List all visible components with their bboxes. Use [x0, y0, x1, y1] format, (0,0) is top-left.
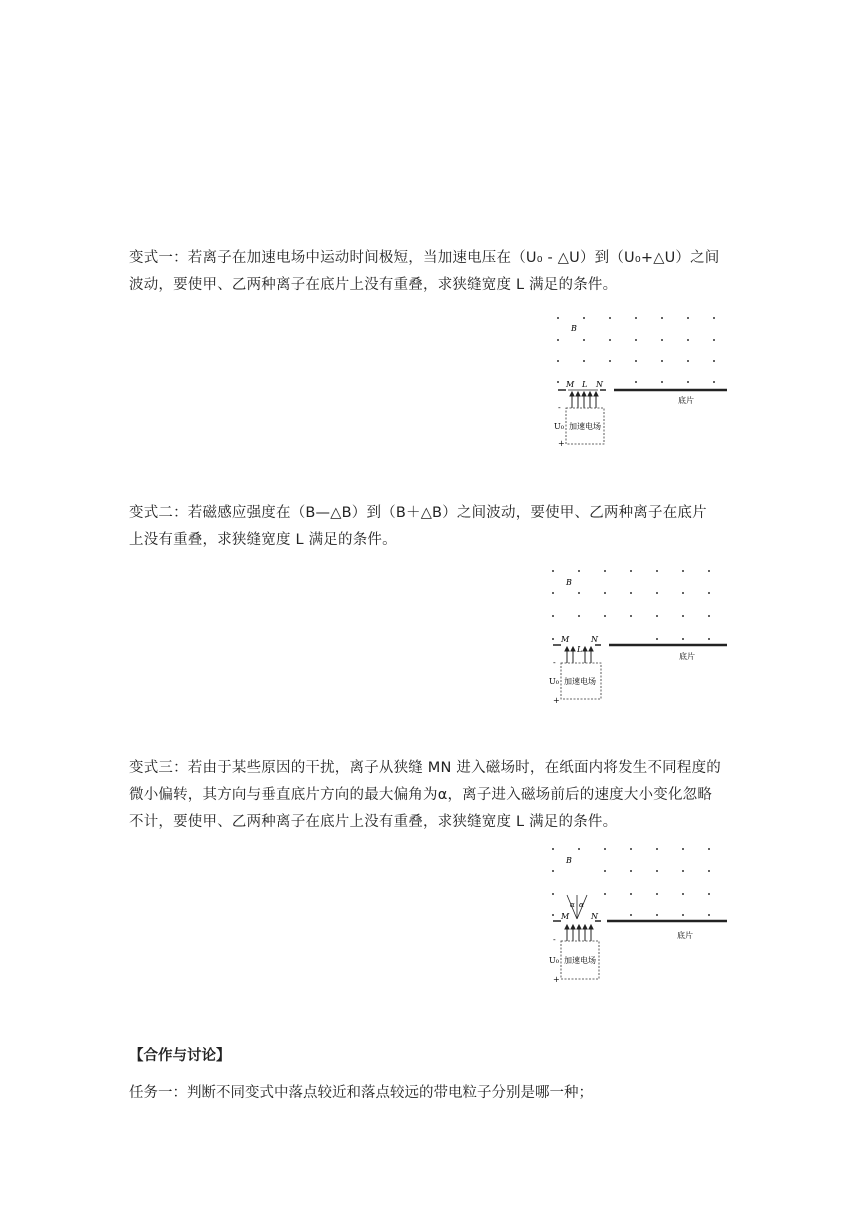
- alpha-label-left: α: [570, 901, 575, 909]
- film-label: 底片: [677, 931, 693, 940]
- label-M: M: [561, 912, 570, 921]
- field-label: B: [571, 324, 577, 333]
- voltage-label: U₀: [549, 956, 559, 965]
- field-dots: [557, 317, 715, 383]
- voltage-label: U₀: [549, 677, 559, 686]
- minus-sign: -: [558, 403, 561, 412]
- variant1-line-2: 波动，要使甲、乙两种离子在底片上没有重叠，求狭缝宽度 L 满足的条件。: [129, 277, 618, 293]
- label-L: L: [582, 380, 588, 389]
- ion-beam-arrows: [565, 925, 593, 941]
- minus-sign: -: [553, 935, 556, 944]
- task-1-text: 任务一：判断不同变式中落点较近和落点较远的带电粒子分别是哪一种；: [129, 1085, 593, 1101]
- figure-1-slit-diagram: [550, 310, 730, 450]
- variant2-line-1: 变式二：若磁感应强度在（B—△B）到（B＋△B）之间波动，要使甲、乙两种离子在底片: [129, 505, 707, 521]
- variant3-line-3: 不计，要使甲、乙两种离子在底片上没有重叠，求狭缝宽度 L 满足的条件。: [129, 814, 618, 830]
- plus-sign: +: [558, 439, 565, 448]
- discussion-heading: 【合作与讨论】: [129, 1048, 231, 1064]
- variant1-line-1: 变式一：若离子在加速电场中运动时间极短，当加速电压在（U₀ - △U）到（U₀+△U）之间: [129, 250, 720, 266]
- figure-3-slit-diagram: [545, 843, 730, 985]
- variant3-line-1: 变式三：若由于某些原因的干扰，离子从狭缝 MN 进入磁场时，在纸面内将发生不同程度的: [129, 760, 721, 776]
- variant3-line-2: 微小偏转，其方向与垂直底片方向的最大偏角为α，离子进入磁场前后的速度大小变化忽略: [129, 787, 713, 803]
- accel-field-label: 加速电场: [564, 956, 596, 965]
- plus-sign: +: [553, 975, 560, 984]
- film-label: 底片: [679, 652, 695, 661]
- ion-beam-arrows: [570, 392, 598, 408]
- field-label: B: [566, 856, 572, 865]
- film-label: 底片: [678, 396, 694, 405]
- accel-field-label: 加速电场: [569, 422, 601, 431]
- accel-field-label: 加速电场: [564, 677, 596, 686]
- field-label: B: [566, 578, 572, 587]
- figure-2-slit-diagram: [545, 565, 730, 710]
- label-N: N: [596, 380, 603, 389]
- label-M: M: [561, 635, 570, 644]
- label-L: L: [577, 645, 583, 654]
- field-dots: [552, 570, 710, 640]
- variant2-line-2: 上没有重叠，求狭缝宽度 L 满足的条件。: [129, 532, 397, 548]
- variant3-text: [129, 755, 731, 836]
- variant1-text: [129, 245, 731, 299]
- alpha-label-right: α: [579, 901, 584, 909]
- label-N: N: [591, 635, 598, 644]
- minus-sign: -: [553, 658, 556, 667]
- voltage-label: U₀: [554, 422, 564, 431]
- plus-sign: +: [553, 696, 560, 705]
- field-dots: [552, 848, 710, 916]
- label-N: N: [591, 912, 598, 921]
- label-M: M: [566, 380, 575, 389]
- variant2-text: [129, 500, 731, 554]
